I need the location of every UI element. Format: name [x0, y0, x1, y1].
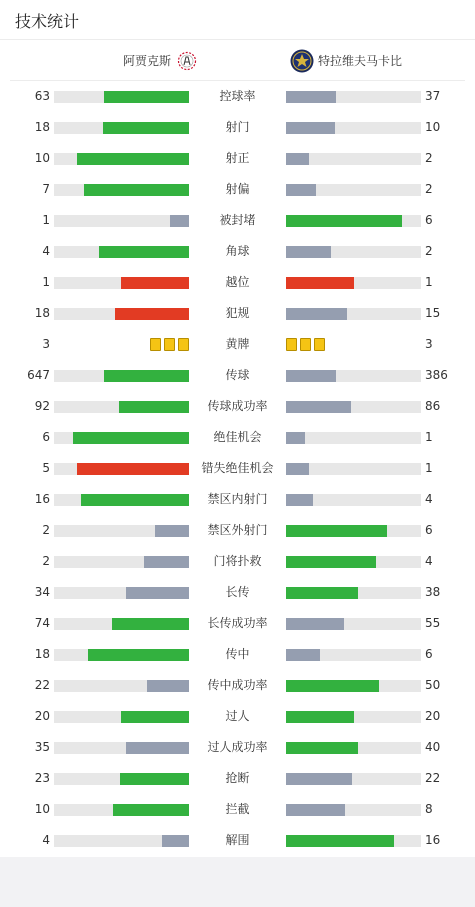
stat-row	[0, 143, 475, 174]
home-value: 2	[42, 554, 50, 568]
home-bar-track	[54, 184, 189, 196]
home-bar-track	[54, 432, 189, 444]
away-bar-track	[286, 525, 421, 537]
stat-row	[0, 422, 475, 453]
away-bar-track	[286, 804, 421, 816]
home-value: 18	[34, 647, 50, 661]
home-bar-track	[54, 680, 189, 692]
home-bar-fill	[104, 91, 189, 103]
home-bar-fill	[99, 246, 189, 258]
home-value: 35	[34, 740, 50, 754]
stat-label: 传球	[225, 368, 250, 382]
away-bar-track	[286, 494, 421, 506]
away-bar-fill	[286, 742, 358, 754]
home-bar-fill	[119, 401, 189, 413]
away-bar-fill	[286, 308, 347, 320]
away-value: 6	[425, 523, 433, 537]
stat-row	[0, 236, 475, 267]
stat-row	[0, 298, 475, 329]
away-value: 4	[425, 492, 433, 506]
stat-row	[0, 360, 475, 391]
home-bar-track	[54, 370, 189, 382]
home-bar-fill	[121, 277, 189, 289]
away-bar-track	[286, 618, 421, 630]
away-bar-track	[286, 277, 421, 289]
home-value: 23	[34, 771, 50, 785]
home-value: 6	[42, 430, 50, 444]
home-bar-fill	[104, 370, 189, 382]
stat-label: 抢断	[225, 771, 250, 785]
stat-row	[0, 515, 475, 546]
stat-row	[0, 639, 475, 670]
home-bar-fill	[88, 649, 189, 661]
home-bar-track	[54, 804, 189, 816]
away-value: 3	[425, 337, 433, 351]
stat-row	[0, 81, 475, 112]
away-value: 2	[425, 151, 433, 165]
home-value: 63	[34, 89, 50, 103]
away-value: 6	[425, 213, 433, 227]
away-bar-fill	[286, 494, 313, 506]
away-value: 1	[425, 275, 433, 289]
home-team[interactable]	[123, 40, 197, 81]
away-bar-fill	[286, 804, 345, 816]
stat-label: 解围	[225, 833, 250, 847]
home-value: 10	[34, 802, 50, 816]
home-bar-track	[54, 153, 189, 165]
home-bar-fill	[81, 494, 189, 506]
away-value: 6	[425, 647, 433, 661]
home-bar-fill	[84, 184, 189, 196]
away-bar-fill	[286, 91, 336, 103]
stat-label: 过人	[225, 709, 250, 723]
home-bar-track	[54, 494, 189, 506]
home-bar-track	[54, 215, 189, 227]
home-bar-track	[54, 401, 189, 413]
home-value: 22	[34, 678, 50, 692]
away-bar-track	[286, 91, 421, 103]
home-bar-track	[54, 587, 189, 599]
home-bar-track	[54, 463, 189, 475]
stat-label: 拦截	[225, 802, 250, 816]
home-bar-track	[54, 742, 189, 754]
maccabi-logo-icon	[290, 49, 314, 73]
stat-label: 角球	[225, 244, 250, 258]
home-value: 4	[42, 244, 50, 258]
away-value: 20	[425, 709, 441, 723]
stat-row	[0, 577, 475, 608]
away-value: 38	[425, 585, 441, 599]
stat-row	[0, 174, 475, 205]
stat-row	[0, 701, 475, 732]
stat-row	[0, 732, 475, 763]
home-bar-fill	[103, 122, 189, 134]
away-value: 2	[425, 182, 433, 196]
stat-row	[0, 794, 475, 825]
away-value: 40	[425, 740, 441, 754]
away-value: 86	[425, 399, 441, 413]
away-bar-fill	[286, 680, 379, 692]
away-value: 16	[425, 833, 441, 847]
stat-label: 传球成功率	[207, 399, 268, 413]
home-bar-fill	[73, 432, 189, 444]
away-bar-fill	[286, 463, 309, 475]
stat-label: 禁区外射门	[207, 523, 268, 537]
away-team-name: 特拉维夫马卡比	[318, 54, 403, 68]
away-bar-fill	[286, 432, 305, 444]
home-bar-fill	[162, 835, 189, 847]
away-bar-track	[286, 153, 421, 165]
home-value: 5	[42, 461, 50, 475]
away-value: 37	[425, 89, 441, 103]
stat-row	[0, 391, 475, 422]
away-value: 1	[425, 461, 433, 475]
away-bar-fill	[286, 401, 351, 413]
stat-label: 被封堵	[219, 213, 256, 227]
home-bar-fill	[77, 153, 189, 165]
stat-row	[0, 608, 475, 639]
page-title: 技术统计	[15, 12, 80, 31]
home-value: 18	[34, 306, 50, 320]
away-bar-track	[286, 463, 421, 475]
home-bar-track	[54, 711, 189, 723]
away-yellow-cards	[286, 338, 325, 351]
home-bar-fill	[113, 804, 189, 816]
away-bar-fill	[286, 215, 402, 227]
yellow-card-icon	[286, 338, 297, 351]
home-bar-fill	[147, 680, 189, 692]
home-bar-track	[54, 835, 189, 847]
home-bar-fill	[120, 773, 189, 785]
away-bar-track	[286, 184, 421, 196]
away-bar-fill	[286, 587, 358, 599]
away-bar-fill	[286, 835, 394, 847]
away-bar-fill	[286, 649, 320, 661]
away-bar-track	[286, 308, 421, 320]
away-bar-track	[286, 773, 421, 785]
home-value: 7	[42, 182, 50, 196]
away-bar-track	[286, 556, 421, 568]
home-yellow-cards	[150, 338, 189, 351]
home-bar-track	[54, 122, 189, 134]
away-bar-track	[286, 711, 421, 723]
away-value: 2	[425, 244, 433, 258]
away-bar-track	[286, 649, 421, 661]
away-value: 22	[425, 771, 441, 785]
away-bar-fill	[286, 525, 387, 537]
stat-row	[0, 205, 475, 236]
away-bar-track	[286, 742, 421, 754]
home-value: 2	[42, 523, 50, 537]
home-bar-fill	[121, 711, 189, 723]
home-value: 1	[42, 213, 50, 227]
stat-row	[0, 546, 475, 577]
home-bar-track	[54, 618, 189, 630]
home-bar-fill	[77, 463, 189, 475]
away-value: 10	[425, 120, 441, 134]
stat-label: 门将扑救	[213, 554, 262, 568]
away-bar-fill	[286, 246, 331, 258]
away-bar-fill	[286, 277, 354, 289]
home-bar-track	[54, 773, 189, 785]
yellow-card-icon	[178, 338, 189, 351]
yellow-card-icon	[300, 338, 311, 351]
away-bar-fill	[286, 370, 336, 382]
away-value: 15	[425, 306, 441, 320]
away-bar-track	[286, 122, 421, 134]
away-bar-fill	[286, 618, 344, 630]
stat-label: 犯规	[225, 306, 250, 320]
home-bar-fill	[155, 525, 189, 537]
title-bar	[0, 0, 475, 40]
away-bar-fill	[286, 153, 309, 165]
yellow-card-icon	[150, 338, 161, 351]
home-value: 10	[34, 151, 50, 165]
home-value: 3	[42, 337, 50, 351]
home-bar-fill	[112, 618, 189, 630]
stat-row	[0, 484, 475, 515]
away-value: 8	[425, 802, 433, 816]
bottom-area	[0, 857, 475, 907]
home-bar-track	[54, 556, 189, 568]
stats-table	[0, 81, 475, 856]
teams-header	[10, 40, 465, 81]
home-value: 647	[27, 368, 50, 382]
home-team-name: 阿贾克斯	[122, 54, 171, 68]
away-value: 4	[425, 554, 433, 568]
away-value: 55	[425, 616, 441, 630]
away-bar-track	[286, 401, 421, 413]
home-bar-fill	[126, 742, 189, 754]
home-bar-track	[54, 277, 189, 289]
stat-row	[0, 267, 475, 298]
away-bar-fill	[286, 711, 354, 723]
stat-row	[0, 453, 475, 484]
stat-label: 长传	[225, 585, 250, 599]
home-bar-fill	[144, 556, 189, 568]
home-value: 92	[34, 399, 50, 413]
stat-label: 控球率	[219, 89, 256, 103]
away-bar-track	[286, 680, 421, 692]
home-value: 4	[42, 833, 50, 847]
stat-label: 射偏	[225, 182, 250, 196]
home-bar-track	[54, 91, 189, 103]
stat-label: 长传成功率	[207, 616, 268, 630]
home-value: 18	[34, 120, 50, 134]
away-bar-fill	[286, 556, 376, 568]
stat-label: 黄牌	[225, 337, 250, 351]
away-bar-fill	[286, 122, 335, 134]
stat-row	[0, 763, 475, 794]
stat-label: 绝佳机会	[213, 430, 262, 444]
home-value: 34	[34, 585, 50, 599]
stat-label: 射门	[225, 120, 250, 134]
home-value: 16	[34, 492, 50, 506]
home-bar-track	[54, 525, 189, 537]
home-bar-fill	[126, 587, 189, 599]
away-bar-track	[286, 835, 421, 847]
stat-label: 越位	[225, 275, 250, 289]
home-value: 20	[34, 709, 50, 723]
away-bar-track	[286, 246, 421, 258]
stat-label: 传中	[225, 647, 250, 661]
stat-row	[0, 825, 475, 856]
stat-label: 射正	[225, 151, 250, 165]
away-bar-track	[286, 432, 421, 444]
ajax-logo-icon	[177, 51, 197, 71]
home-value: 1	[42, 275, 50, 289]
stat-label: 禁区内射门	[207, 492, 268, 506]
home-bar-track	[54, 246, 189, 258]
away-bar-track	[286, 370, 421, 382]
away-value: 1	[425, 430, 433, 444]
home-bar-fill	[170, 215, 189, 227]
away-bar-track	[286, 215, 421, 227]
home-bar-track	[54, 308, 189, 320]
stat-label: 传中成功率	[207, 678, 268, 692]
yellow-card-icon	[314, 338, 325, 351]
stat-row	[0, 112, 475, 143]
away-value: 386	[425, 368, 448, 382]
away-value: 50	[425, 678, 441, 692]
away-bar-fill	[286, 773, 352, 785]
stat-label: 过人成功率	[207, 740, 268, 754]
away-team[interactable]	[290, 40, 402, 81]
home-value: 74	[34, 616, 50, 630]
home-bar-track	[54, 649, 189, 661]
stat-row	[0, 670, 475, 701]
home-bar-fill	[115, 308, 189, 320]
away-bar-fill	[286, 184, 316, 196]
stat-row	[0, 329, 475, 360]
yellow-card-icon	[164, 338, 175, 351]
stat-label: 错失绝佳机会	[201, 461, 274, 475]
away-bar-track	[286, 587, 421, 599]
